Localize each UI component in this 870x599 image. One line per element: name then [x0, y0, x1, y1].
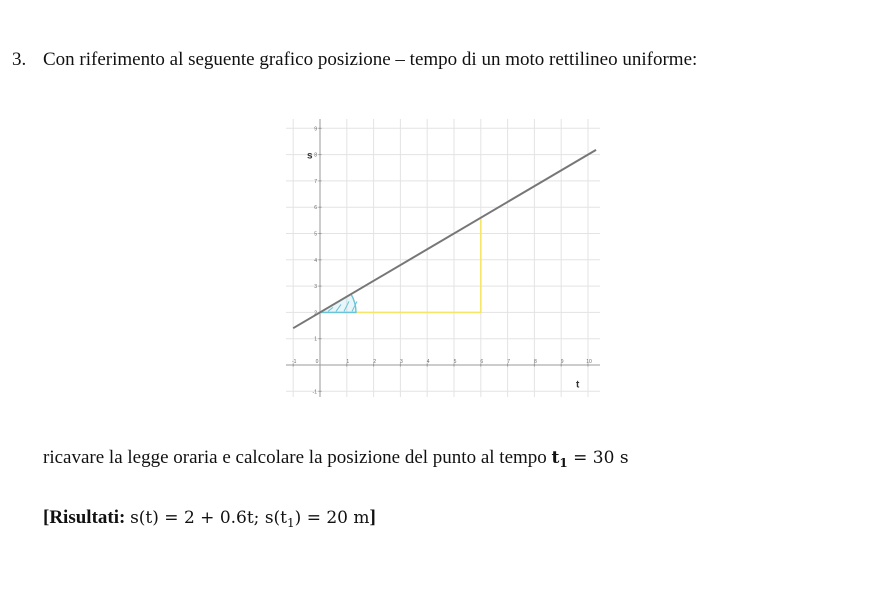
x-tick-label: 8	[534, 359, 537, 365]
x-tick-label: 3	[400, 359, 403, 365]
y-tick-label: 4	[314, 257, 317, 264]
x-tick-label: 1	[346, 359, 350, 365]
position-line	[293, 150, 596, 328]
x-axis-label: t	[575, 379, 580, 391]
x-tick-label: 7	[507, 359, 510, 365]
time-value: = 30 s	[573, 448, 629, 468]
time-formula	[552, 448, 629, 468]
time-variable: t	[551, 448, 560, 468]
y-tick-label: 7	[314, 178, 317, 185]
y-tick-label: 3	[314, 284, 317, 291]
x-tick-label: 6	[480, 359, 484, 365]
x-tick-label: -1	[291, 359, 297, 365]
y-tick-label: 5	[314, 231, 317, 238]
y-tick-label: 8	[314, 152, 317, 159]
question-body: Con riferimento al seguente grafico posizione – tempo di un moto rettilineo uniforme:	[43, 49, 698, 70]
results-close-bracket: ]	[369, 507, 376, 528]
x-tick-label: 4	[426, 359, 430, 365]
y-tick-label: 9	[314, 126, 317, 133]
results-expr-1: s(t) = 2 + 0.6t; s(t	[130, 508, 288, 528]
y-tick-label: 1	[314, 336, 317, 343]
results-expr-2: ) = 20 m	[294, 508, 370, 528]
chart-svg	[286, 117, 602, 399]
y-tick-label: 6	[314, 205, 317, 212]
question-number: 3.	[12, 49, 27, 70]
results-line	[43, 507, 376, 530]
y-tick-label: -1	[312, 389, 317, 396]
position-time-graph	[286, 117, 602, 399]
y-axis-label: s	[307, 150, 313, 162]
y-tick-label: 2	[314, 310, 317, 317]
time-subscript: 1	[559, 456, 568, 470]
task-text	[43, 447, 629, 470]
question-text	[12, 49, 697, 71]
results-subscript: 1	[287, 516, 295, 530]
task-body: ricavare la legge oraria e calcolare la posizione del punto al tempo	[43, 447, 547, 468]
x-tick-label: 0	[315, 359, 319, 365]
x-tick-label: 10	[586, 359, 592, 365]
results-open-bracket: [	[43, 507, 50, 528]
results-formula	[130, 508, 369, 528]
x-tick-label: 5	[453, 359, 457, 365]
x-tick-label: 2	[373, 359, 376, 365]
x-tick-label: 9	[560, 359, 564, 365]
results-label: Risultati:	[49, 507, 126, 528]
